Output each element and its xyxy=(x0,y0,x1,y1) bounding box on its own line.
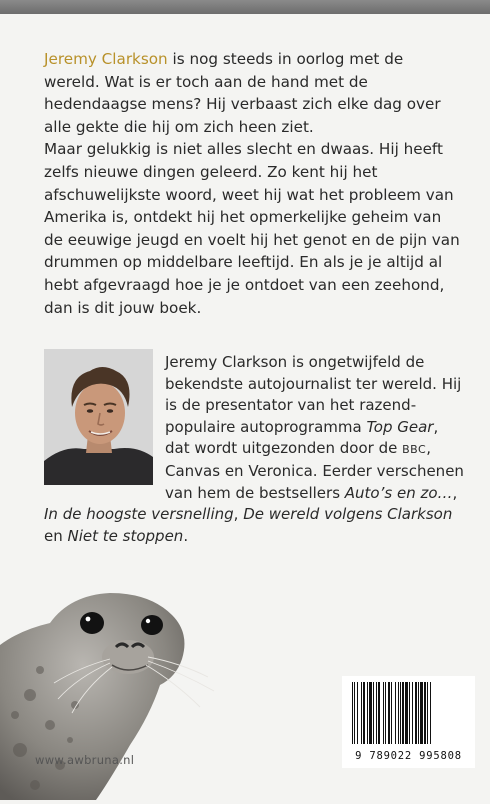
bio-book-2: In de hoogste versnelling xyxy=(44,505,234,524)
author-bio xyxy=(44,352,464,547)
bio-separator-1: , xyxy=(452,483,458,502)
bio-text-3: , Canvas en Veronica. Eerder verschenen van hem de bestsellers xyxy=(165,439,464,502)
bio-show-title: Top Gear xyxy=(366,417,434,436)
bio-network: BBC xyxy=(402,443,427,457)
barcode-bar xyxy=(378,682,380,744)
barcode-bar xyxy=(409,682,410,744)
barcode-bar xyxy=(395,682,396,744)
bio-book-1: Auto’s en zo… xyxy=(344,483,453,502)
bio-separator-2: , xyxy=(233,505,244,524)
bio-text-2: , dat wordt uitgezonden door de xyxy=(165,417,439,458)
bio-text-1: Jeremy Clarkson is ongetwijfeld de bekendste autojournalist ter wereld. Hij is de presentator van het razend-populaire autoprogramma xyxy=(165,353,462,436)
bio-book-4: Niet te stoppen xyxy=(67,526,184,545)
cover-top-band xyxy=(0,0,490,14)
barcode-bar xyxy=(383,682,384,744)
blurb-paragraph-2: Maar gelukkig is niet alles slecht en dwaas. Hij heeft zelfs nieuwe dingen geleerd. Zo kent hij het afschuwelijkste woord, weet hij wat het probleem van Amerika is, ontdekt hij het opmerkelijke geheim van de eeuwige jeugd en voelt hij het genot en de pijn van drummen op middelbare leeftijd. En als je je altijd al hebt afgevraagd hoe je je ontdoet van een zeehond, dan is dit jouw boek. xyxy=(44,140,460,317)
bio-text-end: . xyxy=(183,526,189,545)
back-cover-blurb xyxy=(44,48,462,319)
bio-book-3: De wereld volgens Clarkson xyxy=(243,505,453,524)
blurb-paragraph-1-text: is nog steeds in oorlog met de wereld. Wat is er toch aan de hand met de hedendaagse mens? Hij verbaast zich elke dag over alle gekte die hij om zich heen ziet. xyxy=(44,50,441,136)
barcode-bar xyxy=(363,682,365,744)
barcode-bar xyxy=(367,682,368,744)
barcode-bar xyxy=(418,682,419,744)
barcode-bar xyxy=(398,682,399,744)
barcode-bar xyxy=(400,682,401,744)
barcode-bar xyxy=(430,682,431,744)
barcode-bar xyxy=(361,682,362,744)
barcode-bar xyxy=(405,682,408,744)
barcode-bar xyxy=(412,682,413,744)
barcode-bar xyxy=(354,682,355,744)
isbn-barcode xyxy=(342,676,475,759)
barcode-bar xyxy=(424,682,426,744)
barcode-bar xyxy=(402,682,404,744)
barcode-bar xyxy=(385,682,386,744)
barcode-bar xyxy=(420,682,423,744)
author-name-highlight: Jeremy Clarkson xyxy=(44,50,168,68)
barcode-bar xyxy=(415,682,417,744)
isbn-barcode-digits: 9 789022 995808 xyxy=(342,750,475,768)
barcode-bar xyxy=(357,682,358,744)
blurb-paragraph-1 xyxy=(44,48,462,138)
barcode-bar xyxy=(376,682,377,744)
bio-separator-3: en xyxy=(44,526,68,545)
barcode-bar xyxy=(427,682,428,744)
barcode-bar xyxy=(352,682,353,744)
publisher-url[interactable]: www.awbruna.nl xyxy=(35,753,135,767)
barcode-bar xyxy=(369,682,372,744)
barcode-bar xyxy=(388,682,390,744)
barcode-bar xyxy=(373,682,374,744)
barcode-bar xyxy=(391,682,392,744)
